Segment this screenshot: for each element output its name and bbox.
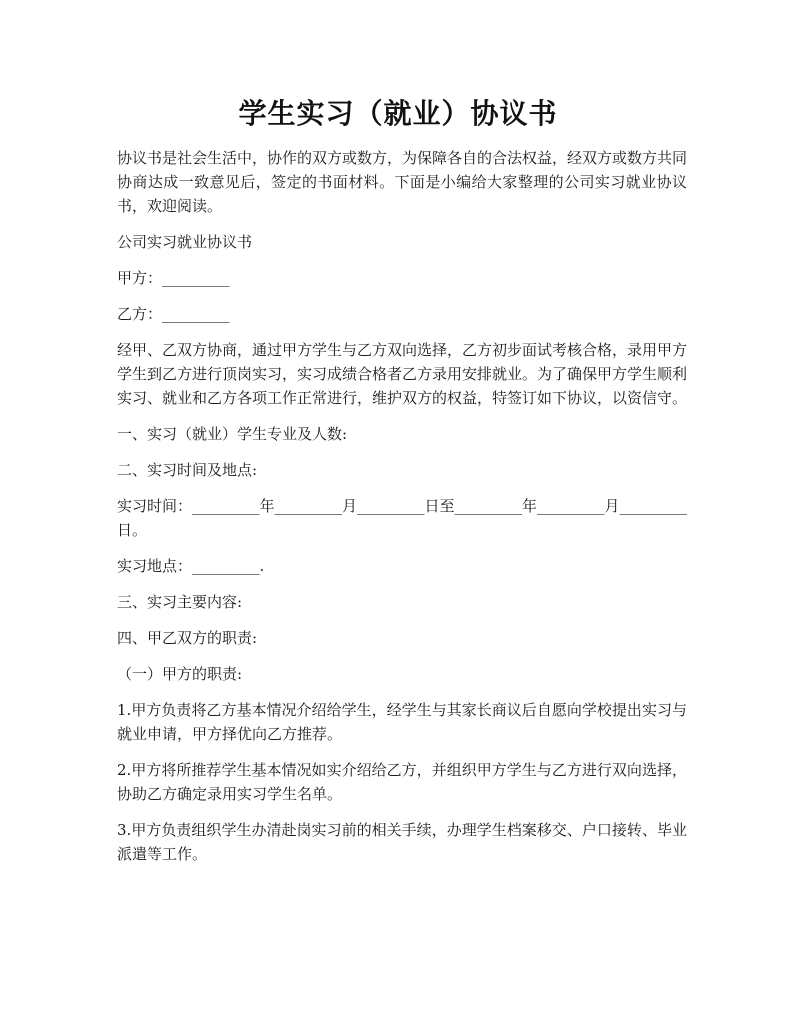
section-2-heading: 二、实习时间及地点: (117, 461, 258, 479)
document-body (117, 146, 687, 878)
section-3-heading: 三、实习主要内容: (117, 593, 243, 611)
document-title: 学生实习（就业）协议书 (238, 97, 558, 130)
party-a-line: 甲方：_________ (117, 269, 230, 287)
internship-time-line: 实习时间：_________年_________月_________日至_________年_________月_________日。 (117, 497, 688, 539)
subsection-a-heading: （一）甲方的职责: (117, 665, 243, 683)
section-4-heading: 四、甲乙双方的职责: (117, 629, 258, 647)
party-b-line: 乙方：_________ (117, 305, 230, 323)
subtitle-paragraph: 公司实习就业协议书 (117, 233, 253, 251)
section-1-heading: 一、实习（就业）学生专业及人数: (117, 425, 348, 443)
duty-2-paragraph: 2.甲方将所推荐学生基本情况如实介绍给乙方，并组织甲方学生与乙方进行双向选择，协助乙方确定录用实习学生名单。 (117, 761, 687, 803)
duty-3-paragraph: 3.甲方负责组织学生办清赴岗实习前的相关手续，办理学生档案移交、户口接转、毕业派遣等工作。 (117, 821, 687, 863)
internship-place-line: 实习地点：_________. (117, 557, 265, 575)
preamble-paragraph: 经甲、乙双方协商，通过甲方学生与乙方双向选择，乙方初步面试考核合格，录用甲方学生到乙方进行顶岗实习，实习成绩合格者乙方录用安排就业。为了确保甲方学生顺利实习、就业和乙方各项工作正常进行，维护双方的权益，特签订如下协议，以资信守。 (117, 341, 688, 407)
duty-1-paragraph: 1.甲方负责将乙方基本情况介绍给学生，经学生与其家长商议后自愿向学校提出实习与就业申请，甲方择优向乙方推荐。 (117, 701, 687, 743)
intro-paragraph: 协议书是社会生活中，协作的双方或数方，为保障各自的合法权益，经双方或数方共同协商达成一致意见后，签定的书面材料。下面是小编给大家整理的公司实习就业协议书，欢迎阅读。 (117, 149, 688, 215)
